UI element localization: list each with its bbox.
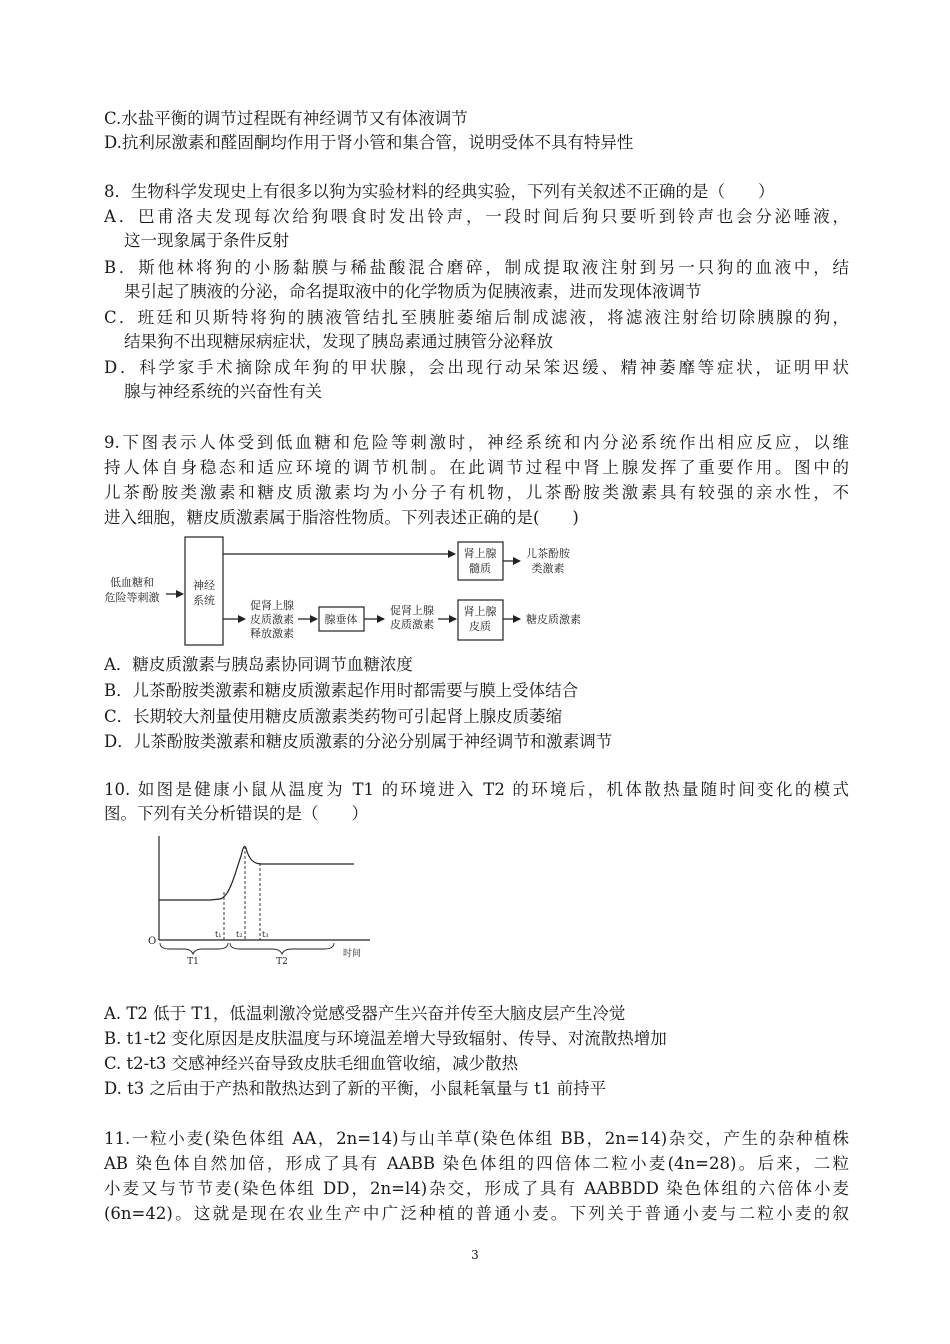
diagram-crh-label: 促肾上腺	[250, 599, 294, 612]
q8-option-d-line2: 腺与神经系统的兴奋性有关	[124, 382, 322, 401]
diagram-acth-label: 促肾上腺	[390, 604, 434, 617]
diagram-pituitary-label: 腺垂体	[324, 613, 358, 626]
q8-option-a-line2: 这一现象属于条件反射	[124, 231, 289, 250]
q8-option-d-line1: D．科学家手术摘除成年狗的甲状腺，会出现行动呆笨迟缓、精神萎靡等症状，证明甲状	[104, 358, 849, 377]
graph-t2-label: t₂	[236, 930, 243, 939]
graph-t1-label: t₁	[215, 930, 222, 939]
q10-option-c: C. t2-t3 交感神经兴奋导致皮肤毛细血管收缩，减少散热	[104, 1054, 519, 1073]
graph-x-axis-label: 时间	[343, 949, 362, 959]
q7-option-d: D.抗利尿激素和醛固酮均作用于肾小管和集合管，说明受体不具有特异性	[104, 133, 634, 152]
q8-option-c-line1: C．班廷和贝斯特将狗的胰液管结扎至胰脏萎缩后制成滤液，将滤液注射给切除胰腺的狗，	[104, 308, 849, 327]
graph-heat-loss-curve	[159, 846, 354, 900]
q10-heat-loss-graph	[140, 830, 375, 965]
graph-T1-brace	[160, 943, 228, 954]
diagram-adrenal-cortex-label: 肾上腺	[463, 605, 497, 618]
q8-option-b-line2: 果引起了胰液的分泌，命名提取液中的化学物质为促胰液素，进而发现体液调节	[124, 282, 702, 301]
diagram-stimulus-label: 危险等刺激	[104, 591, 160, 604]
q9-option-b: B．儿茶酚胺类激素和糖皮质激素起作用时都需要与膜上受体结合	[104, 681, 579, 700]
q9-option-c: C．长期较大剂量使用糖皮质激素类药物可引起肾上腺皮质萎缩	[104, 707, 563, 726]
q7-option-c: C.水盐平衡的调节过程既有神经调节又有体液调节	[104, 109, 468, 128]
diagram-acth-label: 皮质激素	[390, 618, 434, 631]
diagram-stimulus-label: 低血糖和	[110, 576, 154, 589]
diagram-catecholamine-label: 儿茶酚胺	[526, 547, 570, 560]
q11-stem-line4: (6n=42)。这就是现在农业生产中广泛种植的普通小麦。下列关于普通小麦与二粒小麦的叙	[104, 1204, 849, 1223]
q10-option-a: A. T2 低于 T1，低温刺激冷觉感受器产生兴奋并传至大脑皮层产生冷觉	[104, 1004, 626, 1023]
q8-stem: 8．生物科学发现史上有很多以狗为实验材料的经典实验，下列有关叙述不正确的是（ ）	[104, 182, 775, 201]
q8-option-c-line2: 结果狗不出现糖尿病症状，发现了胰岛素通过胰管分泌释放	[124, 332, 553, 351]
q9-stem-line4: 进入细胞，糖皮质激素属于脂溶性物质。下列表述正确的是( )	[104, 508, 579, 527]
graph-T1-label: T1	[187, 957, 199, 967]
graph-origin-label: O	[148, 936, 157, 947]
q8-option-b-line1: B．斯他林将狗的小肠黏膜与稀盐酸混合磨碎，制成提取液注射到另一只狗的血液中，结	[104, 258, 849, 277]
page-number: 3	[471, 1248, 479, 1262]
diagram-glucocorticoid-label: 糖皮质激素	[526, 613, 581, 626]
diagram-crh-label: 释放激素	[250, 627, 294, 640]
q9-stem-line2: 持人体自身稳态和适应环境的调节机制。在此调节过程中肾上腺发挥了重要作用。图中的	[104, 458, 849, 477]
diagram-adrenal-medulla-label: 肾上腺	[463, 547, 497, 560]
graph-t3-label: t₃	[262, 930, 269, 939]
q11-stem-line1: 11.一粒小麦(染色体组 AA，2n=14)与山羊草(染色体组 BB，2n=14)杂交，产生的杂种植株	[104, 1129, 849, 1148]
q8-option-a-line1: A．巴甫洛夫发现每次给狗喂食时发出铃声，一段时间后狗只要听到铃声也会分泌唾液，	[104, 207, 849, 226]
graph-T2-label: T2	[276, 957, 288, 967]
diagram-adrenal-cortex-label: 皮质	[469, 620, 491, 633]
q10-stem-line1: 10. 如图是健康小鼠从温度为 T1 的环境进入 T2 的环境后，机体散热量随时间变化的模式	[104, 780, 849, 799]
q10-option-b: B. t1-t2 变化原因是皮肤温度与环境温差增大导致辐射、传导、对流散热增加	[104, 1029, 667, 1048]
q10-stem-line2: 图。下列有关分析错误的是（ ）	[104, 804, 368, 823]
q11-stem-line3: 小麦又与节节麦(染色体组 DD，2n=l4)杂交，形成了具有 AABBDD 染色体组的六倍体小麦	[104, 1179, 849, 1198]
diagram-nervous-system-label: 神经	[193, 579, 215, 592]
q9-stem-line3: 儿茶酚胺类激素和糖皮质激素均为小分子有机物，儿茶酚胺类激素具有较强的亲水性，不	[104, 483, 849, 502]
graph-T2-brace	[230, 943, 334, 954]
q9-option-d: D．儿茶酚胺类激素和糖皮质激素的分泌分别属于神经调节和激素调节	[104, 732, 613, 751]
diagram-crh-label: 皮质激素	[250, 613, 294, 626]
q9-stem-line1: 9.下图表示人体受到低血糖和危险等刺激时，神经系统和内分泌系统作出相应反应，以维	[104, 433, 849, 452]
q11-stem-line2: AB 染色体自然加倍，形成了具有 AABB 染色体组的四倍体二粒小麦(4n=28)。后来，二粒	[104, 1154, 849, 1173]
diagram-nervous-system-label: 系统	[193, 594, 215, 607]
diagram-catecholamine-label: 类激素	[531, 562, 565, 575]
diagram-adrenal-medulla-label: 髓质	[469, 562, 491, 575]
q10-option-d: D. t3 之后由于产热和散热达到了新的平衡，小鼠耗氧量与 t1 前持平	[104, 1079, 607, 1098]
q9-flow-diagram	[100, 534, 600, 649]
q9-option-a: A．糖皮质激素与胰岛素协同调节血糖浓度	[104, 655, 413, 674]
